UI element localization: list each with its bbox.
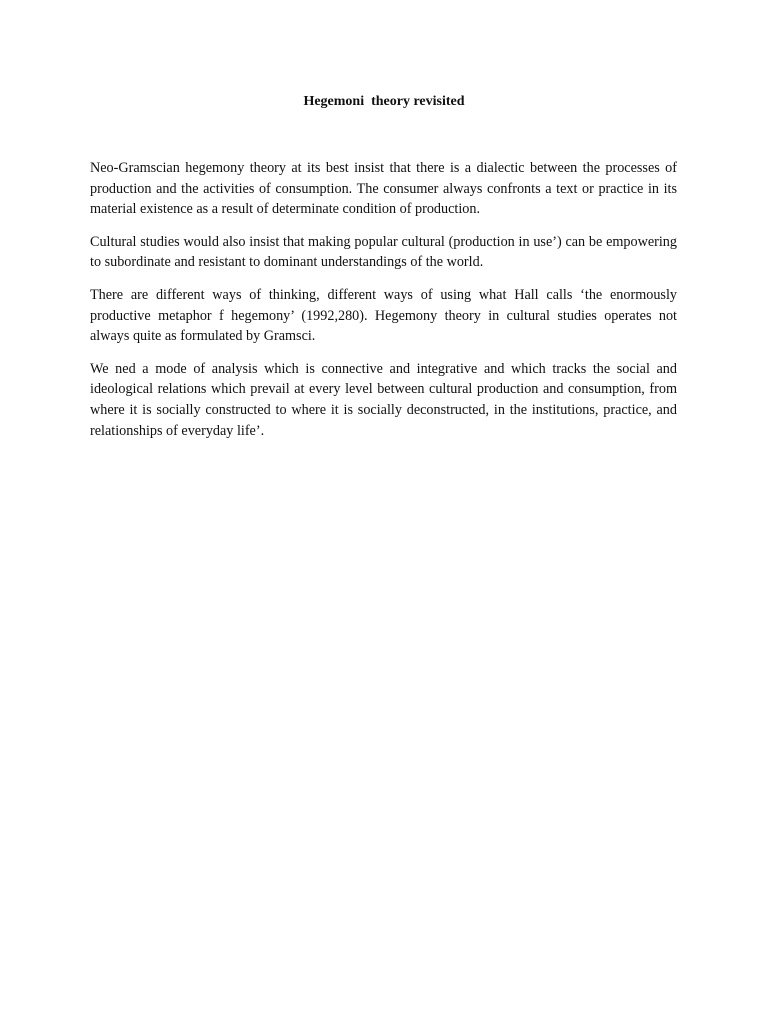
document-title: Hegemoni theory revisited [303, 94, 465, 109]
paragraph-3: There are different ways of thinking, different ways of using what Hall calls ‘the enormously productive metaphor f hegemony’ (1992,280). Hegemony theory in cultural studies operates not always quite as formulated by Gramsci. [90, 286, 677, 345]
paragraph-4: We ned a mode of analysis which is connective and integrative and which tracks the social and ideological relations which prevail at every level between cultural production and consumption, from where it is socially constructed to where it is socially deconstructed, in the institutions, practice, and relationships of everyday life’. [90, 360, 677, 439]
document-body [90, 158, 677, 453]
paragraph-1: Neo-Gramscian hegemony theory at its best insist that there is a dialectic between the processes of production and the activities of consumption. The consumer always confronts a text or practice in its material existence as a result of determinate condition of production. [90, 160, 677, 218]
paragraph-2: Cultural studies would also insist that making popular cultural (production in use’) can be empowering to subordinate and resistant to dominant understandings of the world. [90, 233, 677, 271]
